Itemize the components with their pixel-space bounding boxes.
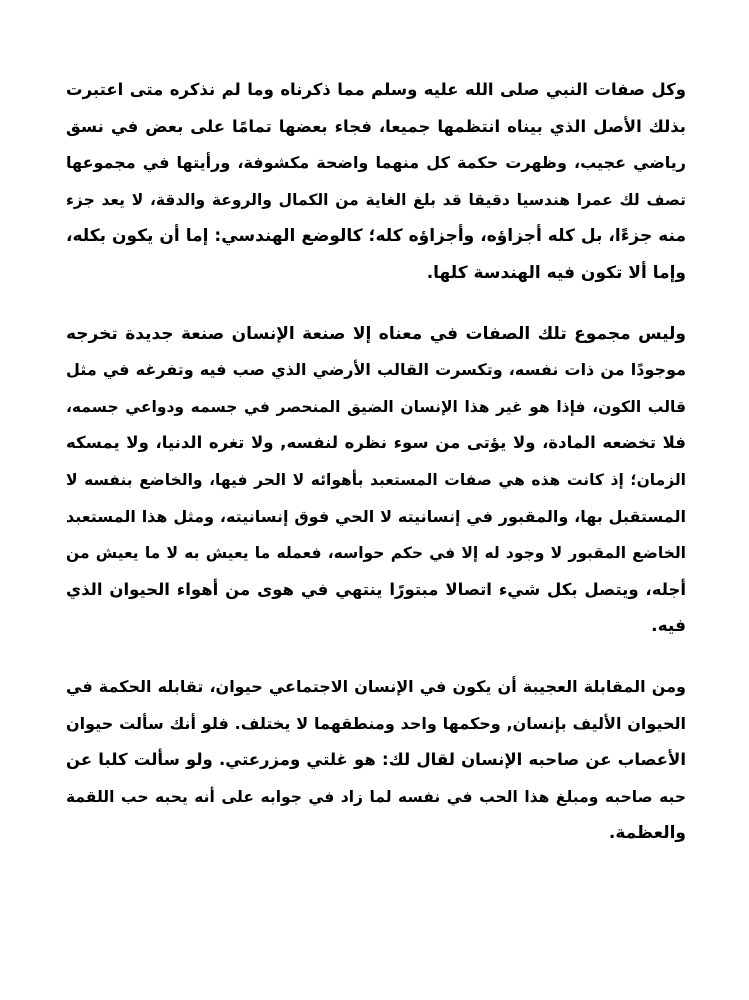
text-line: وكل صفات النبي صلى الله عليه وسلم مما ذكرناه وما لم نذكره متى اعتبرت	[66, 80, 686, 99]
text-line: الأعصاب عن صاحبه الإنسان لقال لك: هو غلتي ومزرعتي. ولو سألت كلبا عن	[66, 750, 686, 770]
text-line: فلا تخضعه المادة، ولا يؤتى من سوء نظره لنفسه, ولا تغره الدنيا، ولا يمسكه	[66, 433, 686, 453]
text-line: المستقبل بها، والمقبور في إنسانيته لا الحي فوق إنسانيته، ومثل هذا المستعبد	[66, 506, 686, 526]
text-line: منه جزءًا، بل كله أجزاؤه، وأجزاؤه كله؛ كالوضع الهندسي: إما أن يكون بكله،	[66, 226, 686, 247]
text-line: حبه صاحبه ومبلغ هذا الحب في نفسه لما زاد في جوابه على أنه يحبه حب اللقمة	[66, 787, 686, 806]
paragraph-3	[66, 669, 686, 852]
text-line: الخاضع المقبور لا وجود له إلا في حكم حواسه، فعمله ما يعيش به لا ما يعيش من	[66, 544, 686, 563]
text-line: بذلك الأصل الذي بيناه انتظمها جميعا، فجاء بعضها تمامًا على بعض في نسق	[66, 116, 686, 136]
text-line: تصف لك عمرا هندسيا دقيقا قد بلغ الغاية من الكمال والروعة والدقة، لا يعد جزء	[66, 190, 686, 209]
text-line: وإما ألا تكون فيه الهندسة كلها.	[426, 262, 686, 283]
text-line: وليس مجموع تلك الصفات في معناه إلا صنعة الإنسان صنعة جديدة تخرجه	[66, 323, 686, 344]
text-line: ومن المقابلة العجيبة أن يكون في الإنسان الاجتماعي حيوان، تقابله الحكمة في	[66, 676, 686, 696]
document-page	[66, 72, 686, 876]
text-line: رياضي عجيب، وظهرت حكمة كل منهما واضحة مكشوفة، ورأيتها في مجموعها	[66, 153, 686, 173]
paragraph-1	[66, 72, 686, 292]
text-line: قالب الكون، فإذا هو غير هذا الإنسان الضيق المنحصر في جسمه ودواعي جسمه،	[66, 397, 686, 416]
text-line: الحيوان الأليف بإنسان, وحكمها واحد ومنطقهما لا يختلف. فلو أنك سألت حيوان	[66, 713, 686, 733]
paragraph-2	[66, 316, 686, 645]
text-line: موجودًا من ذات نفسه، وتكسرت القالب الأرضي الذي صب فيه وتفرغه في مثل	[66, 360, 686, 380]
text-line: والعظمة.	[608, 823, 686, 844]
text-line: فيه.	[651, 616, 686, 637]
text-line: أجله، ويتصل بكل شيء اتصالا مبتورًا ينتهي في هوى من أهواء الحيوان الذي	[66, 579, 686, 599]
text-line: الزمان؛ إذ كانت هذه هي صفات المستعبد بأهوائه لا الحر فيها، والخاضع بنفسه لا	[66, 470, 686, 489]
